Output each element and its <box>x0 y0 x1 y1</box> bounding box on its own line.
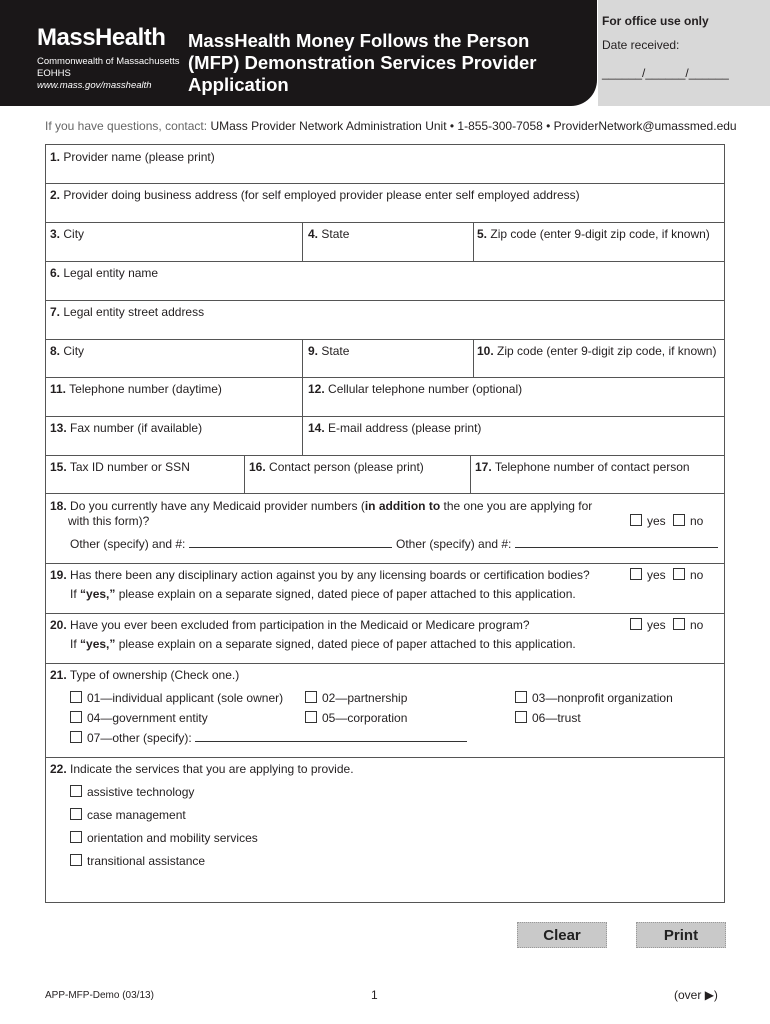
office-use-box <box>598 0 770 106</box>
title-line-1: MassHealth Money Follows the Person <box>188 30 530 51</box>
service-transitional-assistance-checkbox[interactable] <box>70 854 82 866</box>
print-button[interactable]: Print <box>636 922 726 948</box>
q18-no-checkbox[interactable] <box>673 514 685 526</box>
header-banner <box>0 0 597 106</box>
q18-other-1[interactable]: Other (specify) and #: <box>70 537 392 551</box>
q20-explain: If “yes,” please explain on a separate signed, dated piece of paper attached to this application. <box>70 637 576 651</box>
office-use-heading: For office use only <box>602 14 709 28</box>
page-number: 1 <box>371 988 378 1002</box>
ownership-03-checkbox[interactable] <box>515 691 527 703</box>
field-telephone[interactable]: 11. Telephone number (daytime) <box>50 382 222 396</box>
contact-prefix: If you have questions, contact: <box>45 119 208 133</box>
q19-no-checkbox[interactable] <box>673 568 685 580</box>
q19-yes[interactable]: yes <box>630 568 666 582</box>
website-label: www.mass.gov/masshealth <box>37 80 152 91</box>
date-received-label: Date received: <box>602 38 680 52</box>
field-fax[interactable]: 13. Fax number (if available) <box>50 421 203 435</box>
field-contact-phone[interactable]: 17. Telephone number of contact person <box>475 460 690 474</box>
q21-question: 21. Type of ownership (Check one.) <box>50 668 240 682</box>
q19-yes-checkbox[interactable] <box>630 568 642 580</box>
date-received-blanks: ______/______/______ <box>602 66 729 80</box>
field-contact-person[interactable]: 16. Contact person (please print) <box>249 460 424 474</box>
contact-detail: UMass Provider Network Administration Unit • 1-855-300-7058 • ProviderNetwork@umassmed.edu <box>210 119 737 133</box>
q22-question: 22. Indicate the services that you are applying to provide. <box>50 762 354 776</box>
commonwealth-label: Commonwealth of Massachusetts <box>37 56 180 67</box>
ownership-07-checkbox[interactable] <box>70 731 82 743</box>
service-orientation-mobility-checkbox[interactable] <box>70 831 82 843</box>
service-case-management-checkbox[interactable] <box>70 808 82 820</box>
q18-yes-checkbox[interactable] <box>630 514 642 526</box>
form-title <box>188 30 588 96</box>
field-provider-name[interactable]: 1. Provider name (please print) <box>50 150 215 164</box>
service-orientation-mobility[interactable]: orientation and mobility services <box>70 831 258 845</box>
q20-no[interactable]: no <box>673 618 703 632</box>
ownership-01[interactable]: 01—individual applicant (sole owner) <box>70 691 283 705</box>
q18-other-2[interactable]: Other (specify) and #: <box>396 537 718 551</box>
service-assistive-technology[interactable]: assistive technology <box>70 785 194 799</box>
form-code: APP-MFP-Demo (03/13) <box>45 990 154 1001</box>
ownership-02[interactable]: 02—partnership <box>305 691 407 705</box>
field-email[interactable]: 14. E-mail address (please print) <box>308 421 482 435</box>
ownership-01-checkbox[interactable] <box>70 691 82 703</box>
service-transitional-assistance[interactable]: transitional assistance <box>70 854 205 868</box>
clear-button[interactable]: Clear <box>517 922 607 948</box>
over-indicator: (over ▶) <box>674 988 718 1002</box>
q19-question: 19. Has there been any disciplinary action against you by any licensing boards or certification bodies? <box>50 568 590 582</box>
title-line-2: (MFP) Demonstration Services Provider <box>188 52 537 73</box>
application-form <box>45 144 725 903</box>
ownership-06[interactable]: 06—trust <box>515 711 581 725</box>
ownership-07[interactable]: 07—other (specify): <box>70 731 467 745</box>
field-legal-entity-address[interactable]: 7. Legal entity street address <box>50 305 205 319</box>
field-state[interactable]: 4. State <box>308 227 350 241</box>
q20-yes-checkbox[interactable] <box>630 618 642 630</box>
ownership-04-checkbox[interactable] <box>70 711 82 723</box>
q18-no[interactable]: no <box>673 514 703 528</box>
service-assistive-technology-checkbox[interactable] <box>70 785 82 797</box>
ownership-06-checkbox[interactable] <box>515 711 527 723</box>
q18-question: 18. Do you currently have any Medicaid provider numbers (in addition to the one you are applying for <box>50 499 593 513</box>
q20-no-checkbox[interactable] <box>673 618 685 630</box>
field-legal-entity-name[interactable]: 6. Legal entity name <box>50 266 159 280</box>
ownership-02-checkbox[interactable] <box>305 691 317 703</box>
field-city[interactable]: 3. City <box>50 227 85 241</box>
contact-line <box>45 119 737 133</box>
field-entity-city[interactable]: 8. City <box>50 344 85 358</box>
q19-explain: If “yes,” please explain on a separate signed, dated piece of paper attached to this application. <box>70 587 576 601</box>
title-line-3: Application <box>188 74 289 95</box>
arrow-right-icon: ▶) <box>704 988 718 1002</box>
masshealth-logo: MassHealth <box>37 24 166 51</box>
field-entity-zip[interactable]: 10. Zip code (enter 9-digit zip code, if known) <box>477 344 717 358</box>
field-tax-id[interactable]: 15. Tax ID number or SSN <box>50 460 190 474</box>
eohhs-label: EOHHS <box>37 68 71 79</box>
q19-no[interactable]: no <box>673 568 703 582</box>
q20-yes[interactable]: yes <box>630 618 666 632</box>
ownership-05-checkbox[interactable] <box>305 711 317 723</box>
q18-question-line2: with this form)? <box>68 514 150 528</box>
ownership-05[interactable]: 05—corporation <box>305 711 407 725</box>
ownership-other-line[interactable] <box>195 740 467 742</box>
field-cell-phone[interactable]: 12. Cellular telephone number (optional) <box>308 382 523 396</box>
field-zip[interactable]: 5. Zip code (enter 9-digit zip code, if known) <box>477 227 710 241</box>
q20-question: 20. Have you ever been excluded from participation in the Medicaid or Medicare program? <box>50 618 530 632</box>
field-business-address[interactable]: 2. Provider doing business address (for self employed provider please enter self employed address) <box>50 188 580 202</box>
ownership-04[interactable]: 04—government entity <box>70 711 208 725</box>
service-case-management[interactable]: case management <box>70 808 186 822</box>
field-entity-state[interactable]: 9. State <box>308 344 350 358</box>
ownership-03[interactable]: 03—nonprofit organization <box>515 691 673 705</box>
q18-yes[interactable]: yes <box>630 514 666 528</box>
